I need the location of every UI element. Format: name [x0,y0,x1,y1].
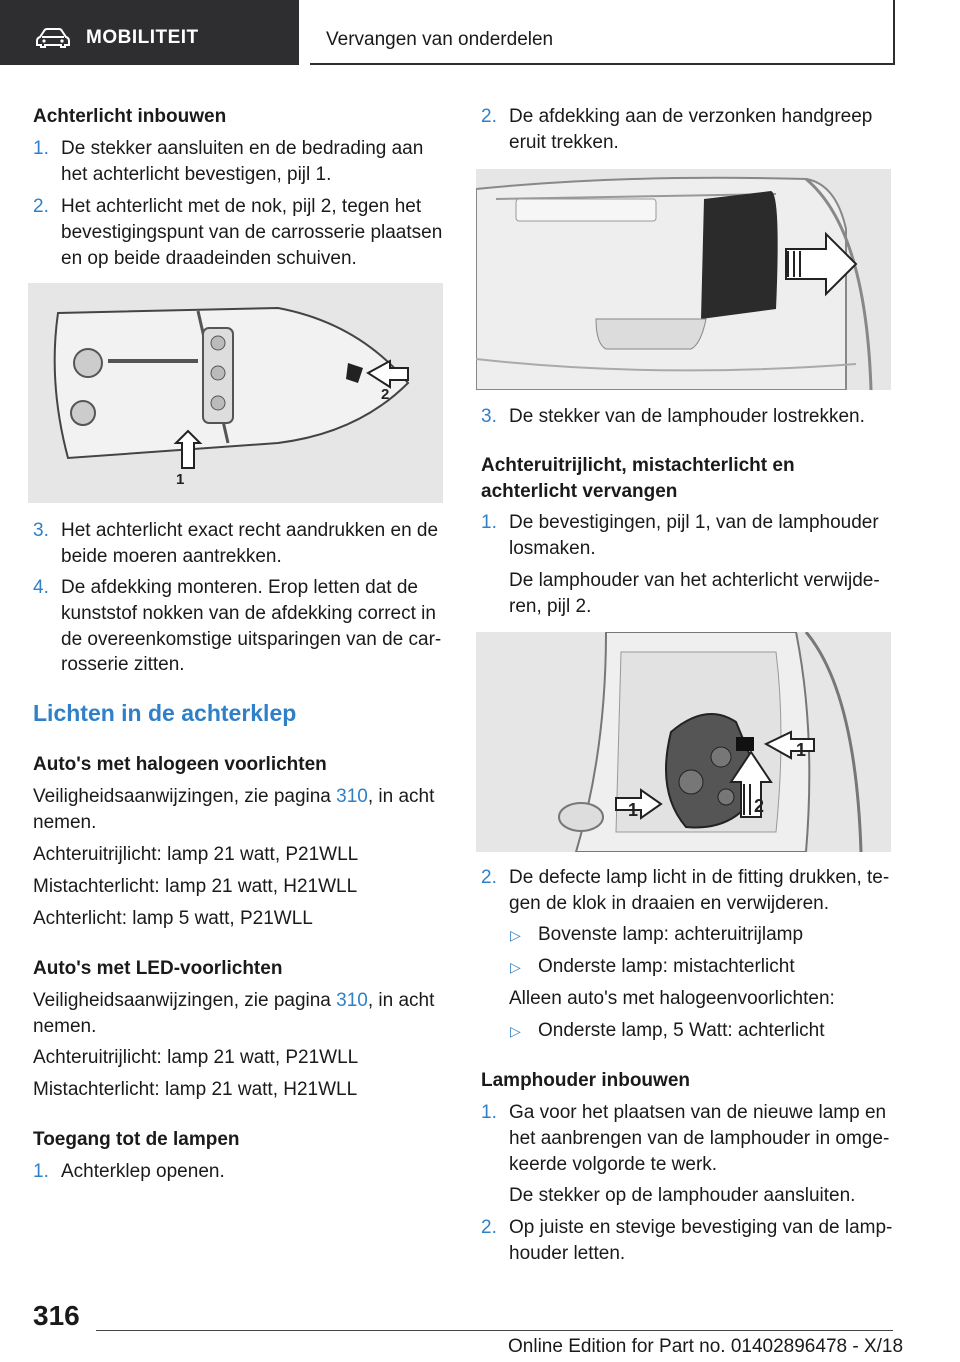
lamp-spec: Achterlicht: lamp 5 watt, P21WLL [33,908,313,929]
section-heading: Lichten in de achterklep [33,700,297,726]
section-title: MOBILITEIT [86,27,199,48]
subheading-replace: Achteruitrijlicht, mistachterlicht en [481,455,795,476]
step-text: De stekker aansluiten en de bedrading aan [61,138,424,159]
safety-note: Veiligheidsaanwijzingen, zie pagina 310, in acht [33,786,435,807]
step-text: De stekker op de lamphouder aansluiten. [509,1185,856,1206]
bullet-icon: ▷ [510,927,521,943]
lamp-holder-figure [476,632,891,852]
figure-label: 2 [381,386,390,403]
step-text: eruit trekken. [509,132,619,153]
step-number: 1. [481,512,497,533]
step-text: en op beide draadeinden schuiven. [61,248,357,269]
step-text: Achterklep openen. [61,1161,225,1182]
figure-label: 1 [176,471,185,488]
step-number: 4. [33,577,49,598]
subheading-holder: Lamphouder inbouwen [481,1070,690,1091]
subheading-replace-cont: achterlicht vervangen [481,481,678,502]
step-number: 2. [481,867,497,888]
step-text: keerde volgorde te werk. [509,1154,718,1175]
step-number: 1. [33,1161,49,1182]
subheading-access: Toegang tot de lampen [33,1129,240,1150]
lamp-spec: Mistachterlicht: lamp 21 watt, H21WLL [33,876,358,897]
safety-note-cont: nemen. [33,812,97,833]
page-number: 316 [33,1300,80,1331]
step-text: losmaken. [509,538,596,559]
taillight-figure [28,283,443,503]
step-text: De afdekking aan de verzonken handgreep [509,106,873,127]
chapter-title: Vervangen van onderdelen [326,29,554,50]
figure-label: 1 [628,800,639,820]
step-number: 3. [33,520,49,541]
step-text: Het achterlicht exact recht aandrukken en de [61,520,439,541]
step-number: 3. [481,406,497,427]
lamp-spec: Mistachterlicht: lamp 21 watt, H21WLL [33,1079,358,1100]
figure-label: 2 [754,796,765,816]
step-text: beide moeren aantrekken. [61,546,282,567]
step-text: rosserie zitten. [61,654,185,675]
step-number: 2. [481,1217,497,1238]
step-text: De lamphouder van het achterlicht verwijde‐ [509,570,880,591]
step-text: Het achterlicht met de nok, pijl 2, tegen het [61,196,422,217]
bullet-icon: ▷ [510,1023,521,1039]
step-number: 2. [33,196,49,217]
step-text: De stekker van de lamphouder lostrekken. [509,406,865,427]
bullet-icon: ▷ [510,959,521,975]
step-text: bevestigingspunt van de carrosserie plaatsen [61,222,443,243]
step-text: het achterlicht bevestigen, pijl 1. [61,164,332,185]
step-text: het aanbrengen van de lamphouder in omge‐ [509,1128,890,1149]
subheading-halogen: Auto's met halogeen voorlichten [33,754,327,775]
safety-note-cont: nemen. [33,1016,97,1037]
step-text: gen de klok in draaien en verwijderen. [509,893,830,914]
lamp-spec: Achteruitrijlicht: lamp 21 watt, P21WLL [33,1047,359,1068]
step-text: Op juiste en stevige bevestiging van de lamp‐ [509,1217,893,1238]
step-text: De defecte lamp licht in de fitting drukken, te‐ [509,867,890,888]
step-number: 1. [481,1102,497,1123]
step-number: 1. [33,138,49,159]
subheading-led: Auto's met LED-voorlichten [33,958,283,979]
heading-install-taillight: Achterlicht inbouwen [33,106,227,127]
step-text: Ga voor het plaatsen van de nieuwe lamp en [509,1102,887,1123]
footer-divider [96,1330,893,1331]
lamp-spec: Achteruitrijlicht: lamp 21 watt, P21WLL [33,844,359,865]
bullet-text: Onderste lamp: mistachterlicht [538,956,795,977]
step-text: houder letten. [509,1243,626,1264]
halogen-only-note: Alleen auto's met halogeenvoorlichten: [509,988,835,1009]
bullet-text: Bovenste lamp: achteruitrijlamp [538,924,804,945]
step-text: kunststof nokken van de afdekking correct in [61,603,436,624]
page-link[interactable]: 310 [336,990,368,1011]
tailgate-cover-figure [476,169,891,390]
bullet-text: Onderste lamp, 5 Watt: achterlicht [538,1020,825,1041]
step-text: De bevestigingen, pijl 1, van de lamphouder [509,512,879,533]
edition-note: Online Edition for Part no. 01402896478 - X/18 [508,1336,904,1357]
page-link[interactable]: 310 [336,786,368,807]
chapter-header [310,0,895,65]
step-text: ren, pijl 2. [509,596,592,617]
figure-label: 1 [796,740,807,760]
section-header [0,0,299,65]
step-text: De afdekking monteren. Erop letten dat de [61,577,419,598]
car-icon [36,28,70,48]
safety-note: Veiligheidsaanwijzingen, zie pagina 310, in acht [33,990,435,1011]
step-text: de overeenkomstige uitsparingen van de car‐ [61,629,442,650]
step-number: 2. [481,106,497,127]
